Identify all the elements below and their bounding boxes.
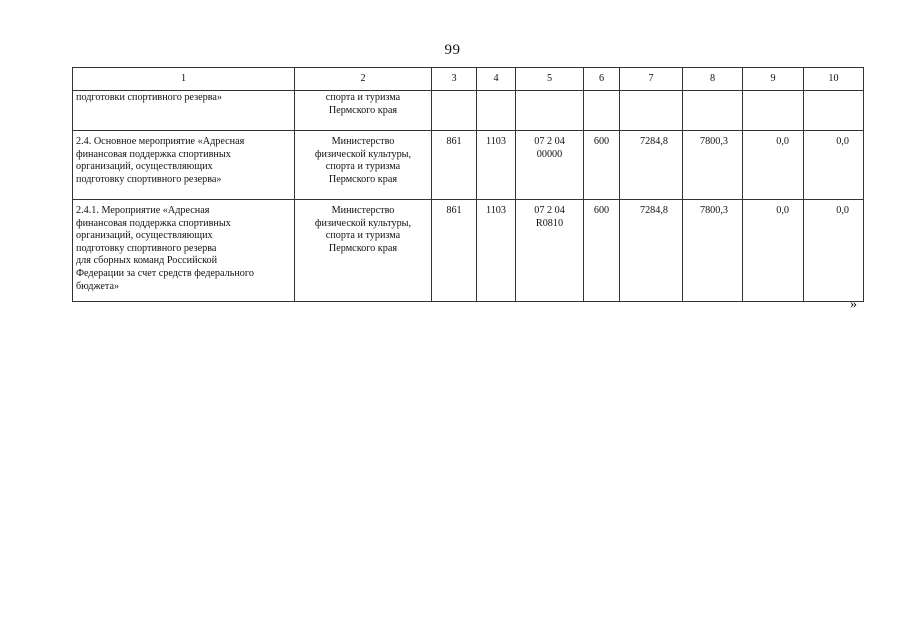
amount-cell: 7284,8 — [620, 131, 683, 200]
amount-cell: 0,0 — [804, 131, 864, 200]
amount-cell: 0,0 — [743, 200, 804, 302]
activity-name-cell: подготовки спортивного резерва» — [73, 91, 295, 131]
budget-table — [72, 67, 864, 302]
target-article-cell: 07 2 04 R0810 — [516, 200, 584, 302]
column-header: 3 — [432, 68, 477, 91]
column-header: 9 — [743, 68, 804, 91]
activity-name-cell: 2.4.1. Мероприятие «Адресная финансовая поддержка спортивных организаций, осуществляющих подготовку спортивного резерва для сборных команд Российской Федерации за счет средств федерального бюджета» — [73, 200, 295, 302]
code-cell: 861 — [432, 200, 477, 302]
amount-cell — [620, 91, 683, 131]
column-header: 8 — [683, 68, 743, 91]
closing-quote-mark: » — [850, 297, 857, 312]
column-header: 6 — [584, 68, 620, 91]
executor-cell: спорта и туризма Пермского края — [295, 91, 432, 131]
column-header: 2 — [295, 68, 432, 91]
page-number: 99 — [444, 42, 461, 58]
amount-cell: 7800,3 — [683, 200, 743, 302]
column-header: 5 — [516, 68, 584, 91]
column-header: 10 — [804, 68, 864, 91]
amount-cell — [683, 91, 743, 131]
table-row — [73, 131, 864, 200]
amount-cell: 7800,3 — [683, 131, 743, 200]
column-header: 1 — [73, 68, 295, 91]
section-cell: 1103 — [477, 200, 516, 302]
section-cell: 1103 — [477, 131, 516, 200]
amount-cell: 7284,8 — [620, 200, 683, 302]
executor-cell: Министерство физической культуры, спорта и туризма Пермского края — [295, 131, 432, 200]
code-cell: 861 — [432, 131, 477, 200]
amount-cell: 0,0 — [804, 200, 864, 302]
column-header: 7 — [620, 68, 683, 91]
expense-type-cell: 600 — [584, 131, 620, 200]
activity-name-cell: 2.4. Основное мероприятие «Адресная финансовая поддержка спортивных организаций, осуществляющих подготовку спортивного резерва» — [73, 131, 295, 200]
amount-cell: 0,0 — [743, 131, 804, 200]
amount-cell — [743, 91, 804, 131]
code-cell — [432, 91, 477, 131]
amount-cell — [804, 91, 864, 131]
executor-cell: Министерство физической культуры, спорта и туризма Пермского края — [295, 200, 432, 302]
table-row — [73, 200, 864, 302]
target-article-cell — [516, 91, 584, 131]
header-row — [73, 68, 864, 91]
section-cell — [477, 91, 516, 131]
expense-type-cell — [584, 91, 620, 131]
target-article-cell: 07 2 04 00000 — [516, 131, 584, 200]
expense-type-cell: 600 — [584, 200, 620, 302]
column-header: 4 — [477, 68, 516, 91]
table-row — [73, 91, 864, 131]
